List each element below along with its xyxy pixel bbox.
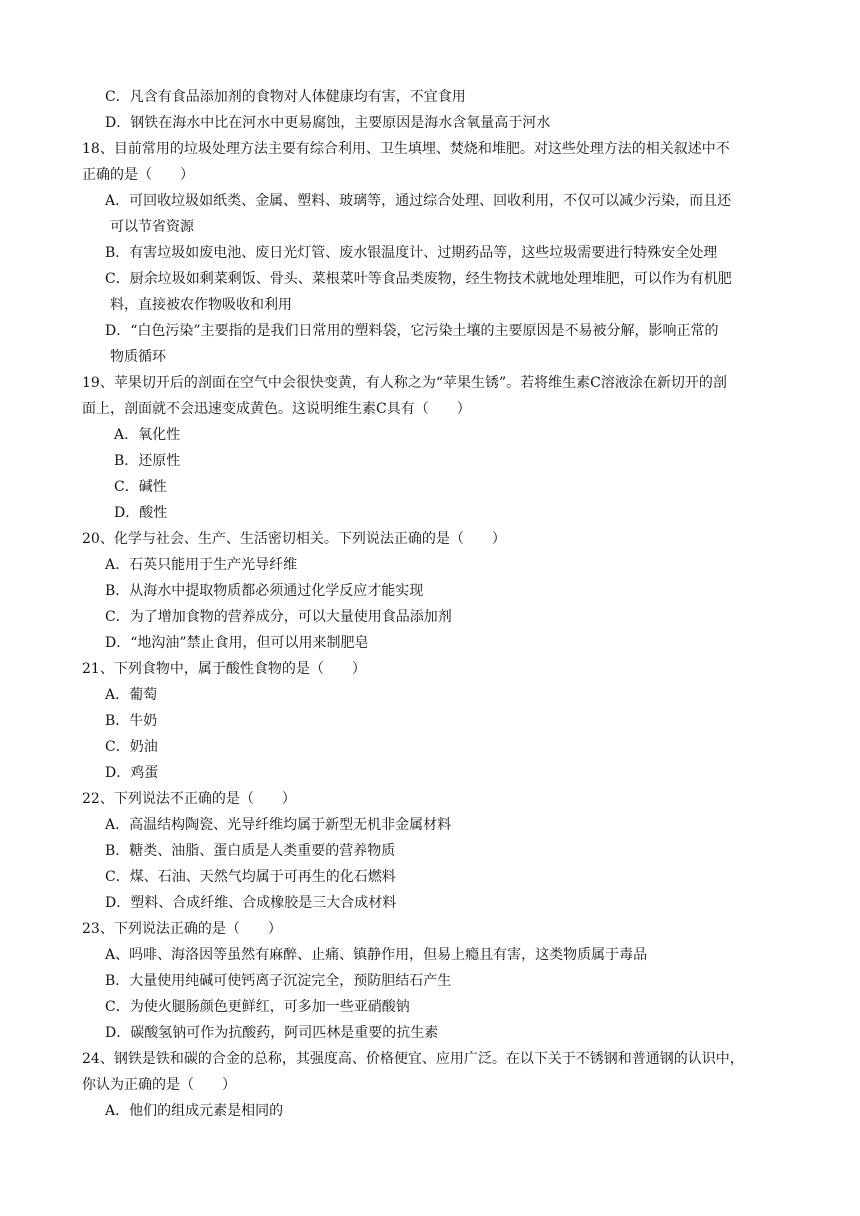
option-23b: B．大量使用纯碱可使钙离子沉淀完全，预防胆结石产生	[105, 973, 452, 989]
option-23a: A、吗啡、海洛因等虽然有麻醉、止痛、镇静作用，但易上瘾且有害，这类物质属于毒品	[105, 947, 648, 963]
question-20-stem: 20、化学与社会、生产、生活密切相关。下列说法正确的是（ ）	[82, 531, 506, 547]
question-22-stem: 22、下列说法不正确的是（ ）	[82, 791, 296, 807]
question-18-stem: 18、目前常用的垃圾处理方法主要有综合利用、卫生填埋、焚烧和堆肥。对这些处理方法的相关叙述中不	[82, 141, 730, 157]
option-22b: B．糖类、油脂、蛋白质是人类重要的营养物质	[105, 843, 396, 859]
option-22d: D．塑料、合成纤维、合成橡胶是三大合成材料	[105, 895, 397, 911]
option-21b: B．牛奶	[105, 713, 158, 729]
option-17c: C．凡含有食品添加剂的食物对人体健康均有害，不宜食用	[105, 89, 466, 105]
question-23-stem: 23、下列说法正确的是（ ）	[82, 921, 282, 937]
option-20a: A．石英只能用于生产光导纤维	[105, 557, 298, 573]
option-18a: A．可回收垃圾如纸类、金属、塑料、玻璃等，通过综合处理、回收利用，不仅可以减少污染，而且还	[105, 193, 732, 209]
option-18c: C．厨余垃圾如剩菜剩饭、骨头、菜根菜叶等食品类废物，经生物技术就地处理堆肥，可以作为有机肥	[105, 271, 732, 287]
question-19-stem-cont: 面上，剖面就不会迅速变成黄色。这说明维生素C具有（ ）	[82, 401, 471, 417]
option-20c: C．为了增加食物的营养成分，可以大量使用食品添加剂	[105, 609, 452, 625]
option-19b: B．还原性	[114, 453, 181, 469]
question-21-stem: 21、下列食物中，属于酸性食物的是（ ）	[82, 661, 366, 677]
option-22c: C．煤、石油、天然气均属于可再生的化石燃料	[105, 869, 396, 885]
option-21a: A．葡萄	[105, 687, 158, 703]
question-19-stem: 19、苹果切开后的剖面在空气中会很快变黄，有人称之为“苹果生锈”。若将维生素C溶液涂在新切开的剖	[82, 375, 727, 391]
option-23d: D．碳酸氢钠可作为抗酸药，阿司匹林是重要的抗生素	[105, 1025, 439, 1041]
option-20d: D．“地沟油”禁止食用，但可以用来制肥皂	[105, 635, 369, 651]
option-21c: C．奶油	[105, 739, 158, 755]
option-18c-cont: 料，直接被农作物吸收和利用	[110, 297, 292, 313]
option-20b: B．从海水中提取物质都必须通过化学反应才能实现	[105, 583, 424, 599]
option-24a: A．他们的组成元素是相同的	[105, 1103, 284, 1119]
option-18a-cont: 可以节省资源	[110, 219, 194, 235]
option-18b: B．有害垃圾如废电池、废日光灯管、废水银温度计、过期药品等，这些垃圾需要进行特殊安全处理	[105, 245, 718, 261]
option-22a: A．高温结构陶瓷、光导纤维均属于新型无机非金属材料	[105, 817, 452, 833]
option-18d: D．“白色污染”主要指的是我们日常用的塑料袋，它污染土壤的主要原因是不易被分解，影响正常的	[105, 323, 719, 339]
option-19d: D．酸性	[114, 505, 168, 521]
question-24-stem: 24、钢铁是铁和碳的合金的总称，其强度高、价格便宜、应用广泛。在以下关于不锈钢和普通钢的认识中，	[82, 1051, 744, 1067]
option-19c: C．碱性	[114, 479, 167, 495]
question-24-stem-cont: 你认为正确的是（ ）	[82, 1077, 236, 1093]
option-19a: A．氧化性	[114, 427, 181, 443]
option-18d-cont: 物质循环	[110, 349, 166, 365]
question-18-stem-cont: 正确的是（ ）	[82, 167, 194, 183]
option-17d: D．钢铁在海水中比在河水中更易腐蚀，主要原因是海水含氧量高于河水	[105, 115, 551, 131]
option-21d: D．鸡蛋	[105, 765, 159, 781]
option-23c: C．为使火腿肠颜色更鲜红，可多加一些亚硝酸钠	[105, 999, 410, 1015]
